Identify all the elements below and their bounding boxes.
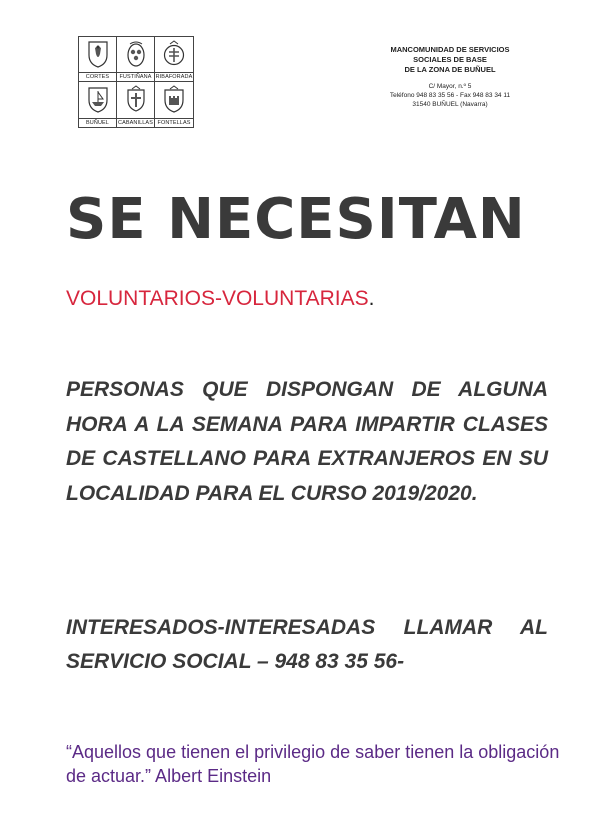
org-name-line: SOCIALES DE BASE [413,55,487,64]
crest-ribaforada [155,37,193,82]
page-title: SE NECESITAN [66,187,526,252]
crest-name: FONTELLAS [155,118,193,127]
cross-crest-icon [124,85,148,113]
crest-bunuel [79,82,117,127]
crest-name: CORTES [79,72,116,81]
org-address-block [360,82,540,109]
crest-name: BUÑUEL [79,118,116,127]
lion-crest-icon [86,40,110,68]
einstein-quote: “Aquellos que tienen el privilegio de saber tienen la obligación de actuar.” Albert Einstein [66,742,560,786]
volunteer-description: PERSONAS QUE DISPONGAN DE ALGUNA HORA A LA SEMANA PARA IMPARTIR CLASES DE CASTELLANO PARA EXTRANJEROS EN SU LOCALIDAD PARA EL CURSO 2019/2020. [66,378,548,505]
oval-crest-icon [124,40,148,68]
org-postal: 31540 BUÑUEL (Navarra) [412,101,488,108]
subheading-text: VOLUNTARIOS-VOLUNTARIAS [66,287,369,310]
municipal-crests-grid [78,36,194,128]
org-name-line: DE LA ZONA DE BUÑUEL [404,65,496,74]
crest-cortes [79,37,117,82]
subheading [66,286,374,312]
subheading-period: . [368,287,375,310]
round-crest-icon [162,40,186,68]
org-name-line: MANCOMUNIDAD DE SERVICIOS [390,45,510,54]
org-phone: Teléfono 948 83 35 56 - Fax 948 83 34 11 [389,92,511,99]
crest-name: FUSTIÑANA [117,72,154,81]
crest-fontellas [155,82,193,127]
ship-crest-icon [86,85,110,113]
crest-fustinana [117,37,155,82]
crest-name: CABANILLAS [118,120,153,126]
organization-header [360,45,540,109]
crest-cabanillas [117,82,155,127]
contact-call-to-action: INTERESADOS-INTERESADAS LLAMAR AL SERVICIO SOCIAL – 948 83 35 56- [66,616,548,673]
org-address: C/ Mayor, n.º 5 [428,83,472,90]
castle-crest-icon [162,85,186,113]
crest-name: RIBAFORADA [155,74,193,80]
